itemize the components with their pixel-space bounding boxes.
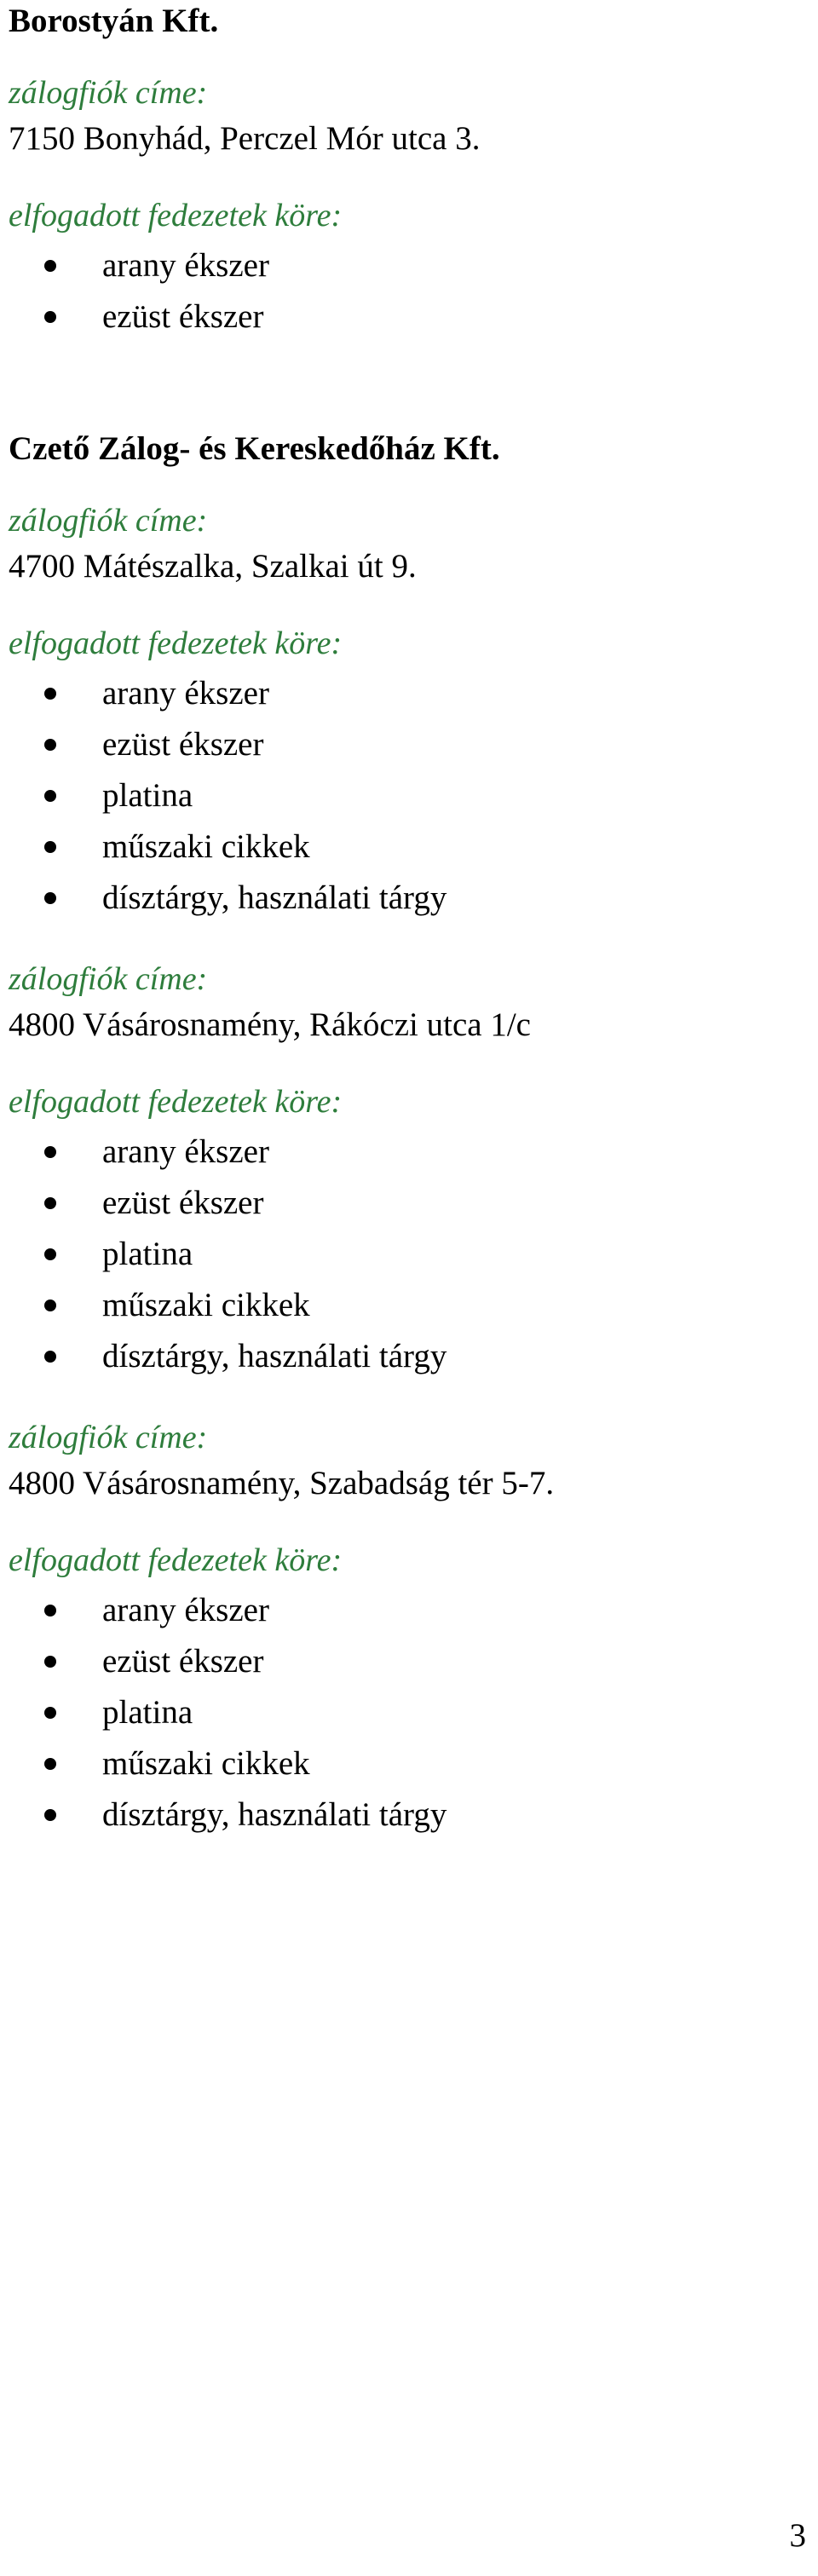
branch-address-label: zálogfiók címe: xyxy=(9,503,208,539)
bullet-icon xyxy=(44,892,56,904)
collateral-item xyxy=(9,873,801,924)
collateral-item-text: ezüst ékszer xyxy=(102,1184,264,1221)
collateral-item-text: műszaki cikkek xyxy=(102,1745,310,1782)
collateral-list xyxy=(9,1585,801,1841)
branch-address: 4700 Mátészalka, Szalkai út 9. xyxy=(9,548,417,585)
collateral-item-text: műszaki cikkek xyxy=(102,828,310,865)
collateral-item-text: arany ékszer xyxy=(102,1133,269,1170)
bullet-icon xyxy=(44,260,56,272)
collateral-item xyxy=(9,1738,801,1789)
collateral-item xyxy=(9,1127,801,1178)
collateral-item xyxy=(9,1331,801,1382)
bullet-icon xyxy=(44,1300,56,1311)
collateral-item-text: platina xyxy=(102,777,193,814)
collateral-list xyxy=(9,668,801,924)
collateral-item xyxy=(9,719,801,770)
bullet-icon xyxy=(44,1197,56,1209)
collateral-item-text: ezüst ékszer xyxy=(102,298,264,335)
bullet-icon xyxy=(44,1605,56,1616)
collateral-item-text: platina xyxy=(102,1694,193,1731)
collateral-label: elfogadott fedezetek köre: xyxy=(9,1542,343,1578)
bullet-icon xyxy=(44,790,56,802)
collateral-item-text: dísztárgy, használati tárgy xyxy=(102,1338,447,1374)
collateral-label: elfogadott fedezetek köre: xyxy=(9,198,343,233)
branch-block xyxy=(9,1416,801,1841)
collateral-item xyxy=(9,1636,801,1687)
collateral-item-text: dísztárgy, használati tárgy xyxy=(102,1796,447,1833)
collateral-item-text: műszaki cikkek xyxy=(102,1287,310,1323)
bullet-icon xyxy=(44,739,56,751)
company-section xyxy=(9,428,801,1841)
collateral-item xyxy=(9,291,801,343)
bullet-icon xyxy=(44,311,56,323)
collateral-item-text: ezüst ékszer xyxy=(102,1643,264,1680)
collateral-item xyxy=(9,1585,801,1636)
collateral-item-text: platina xyxy=(102,1236,193,1272)
bullet-icon xyxy=(44,1809,56,1821)
company-title: Borostyán Kft. xyxy=(9,3,219,39)
branch-address-label: zálogfiók címe: xyxy=(9,961,208,997)
collateral-item xyxy=(9,668,801,719)
bullet-icon xyxy=(44,1707,56,1719)
bullet-icon xyxy=(44,1248,56,1260)
collateral-item-text: arany ékszer xyxy=(102,247,269,284)
branch-block xyxy=(9,72,801,343)
collateral-item xyxy=(9,821,801,873)
bullet-icon xyxy=(44,1758,56,1770)
collateral-label: elfogadott fedezetek köre: xyxy=(9,625,343,661)
bullet-icon xyxy=(44,1351,56,1363)
collateral-item-text: arany ékszer xyxy=(102,1592,269,1628)
branch-block xyxy=(9,499,801,924)
collateral-item xyxy=(9,770,801,821)
collateral-item-text: dísztárgy, használati tárgy xyxy=(102,879,447,916)
collateral-item xyxy=(9,1229,801,1280)
bullet-icon xyxy=(44,1146,56,1158)
branch-address-label: zálogfiók címe: xyxy=(9,75,208,111)
collateral-list xyxy=(9,1127,801,1382)
collateral-item xyxy=(9,1789,801,1841)
collateral-item xyxy=(9,1178,801,1229)
company-section xyxy=(9,0,801,343)
branch-address: 4800 Vásárosnamény, Szabadság tér 5-7. xyxy=(9,1465,555,1501)
collateral-label: elfogadott fedezetek köre: xyxy=(9,1084,343,1120)
bullet-icon xyxy=(44,841,56,853)
bullet-icon xyxy=(44,688,56,700)
branch-block xyxy=(9,958,801,1382)
branch-address: 7150 Bonyhád, Perczel Mór utca 3. xyxy=(9,120,481,157)
page-number: 3 xyxy=(789,2517,806,2554)
collateral-list xyxy=(9,240,801,343)
branch-address-label: zálogfiók címe: xyxy=(9,1420,208,1455)
collateral-item-text: arany ékszer xyxy=(102,675,269,712)
bullet-icon xyxy=(44,1656,56,1668)
company-title: Czető Zálog- és Kereskedőház Kft. xyxy=(9,430,500,467)
collateral-item xyxy=(9,1280,801,1331)
branch-address: 4800 Vásárosnamény, Rákóczi utca 1/c xyxy=(9,1006,531,1043)
collateral-item xyxy=(9,240,801,291)
document-body xyxy=(9,0,801,1841)
collateral-item-text: ezüst ékszer xyxy=(102,726,264,763)
collateral-item xyxy=(9,1687,801,1738)
